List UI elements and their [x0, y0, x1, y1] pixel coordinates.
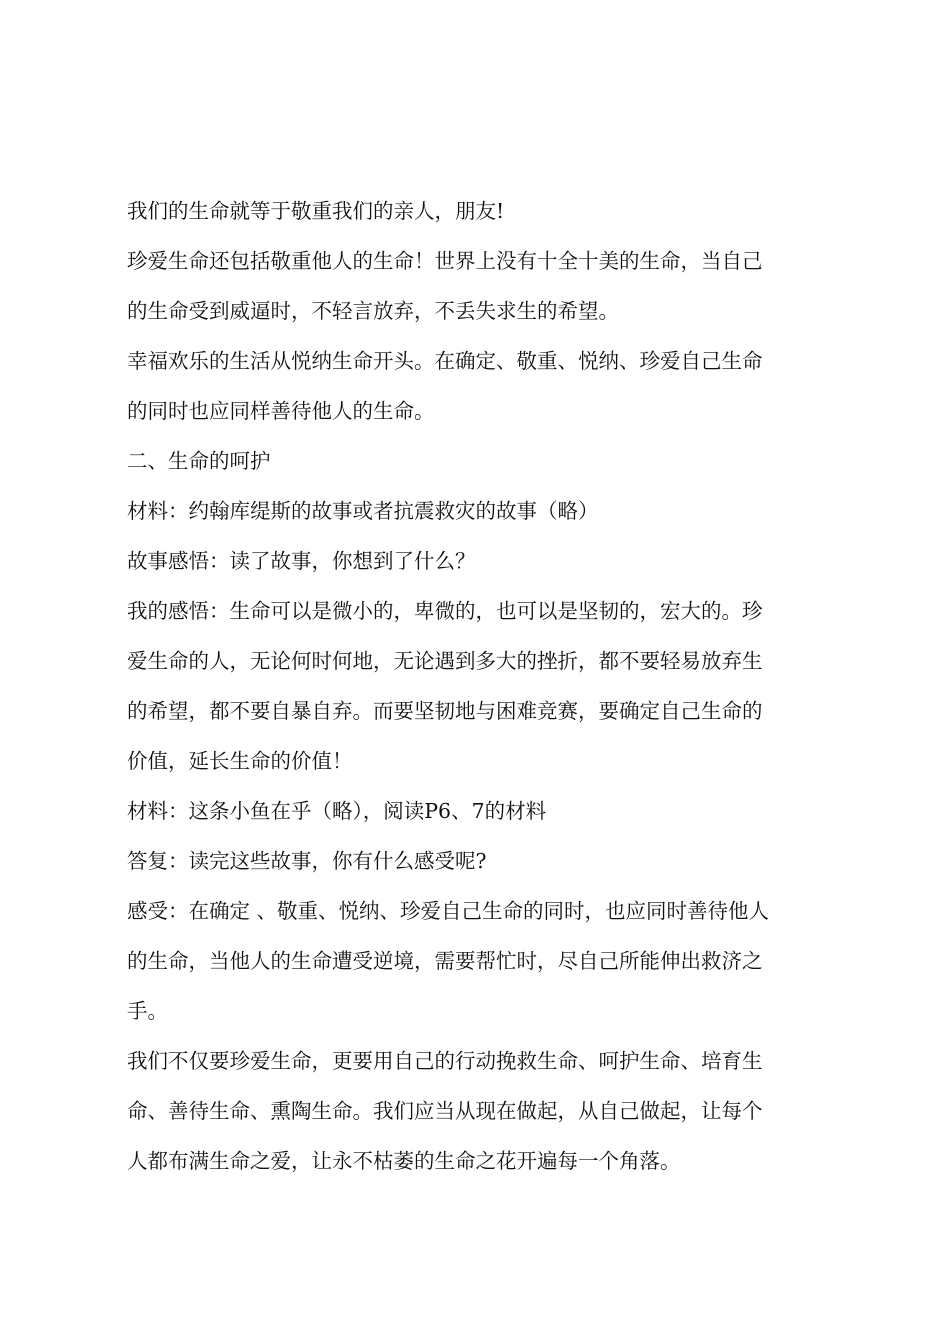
text-line: 人都布满生命之爱，让永不枯萎的生命之花开遍每一个角落。: [127, 1149, 681, 1173]
text-line: 爱生命的人，无论何时何地，无论遇到多大的挫折，都不要轻易放弃生: [127, 649, 763, 673]
text-line: 的同时也应同样善待他人的生命。: [127, 399, 435, 423]
text-line: 价值，延长生命的价值！: [127, 749, 353, 773]
text-line: 的生命，当他人的生命遭受逆境，需要帮忙时，尽自己所能伸出救济之: [127, 949, 763, 973]
text-line: 命、善待生命、熏陶生命。我们应当从现在做起，从自己做起，让每个: [127, 1099, 763, 1123]
text-line: 感受：在确定 、敬重、悦纳、珍爱自己生命的同时，也应同时善待他人: [127, 899, 770, 923]
section-heading: 二、生命的呵护: [127, 449, 271, 473]
text-line: 我们的生命就等于敬重我们的亲人，朋友!: [127, 199, 505, 223]
text-line: 我们不仅要珍爱生命，更要用自己的行动挽救生命、呵护生命、培育生: [127, 1049, 763, 1073]
text-line: 手。: [127, 999, 168, 1023]
text-line: 的生命受到威逼时，不轻言放弃，不丢失求生的希望。: [127, 299, 619, 323]
text-line: 幸福欢乐的生活从悦纳生命开头。在确定、敬重、悦纳、珍爱自己生命: [127, 349, 763, 373]
document-body: [127, 186, 837, 1186]
text-line: 材料：约翰库缇斯的故事或者抗震救灾的故事（略）: [127, 499, 599, 523]
text-line: 材料：这条小鱼在乎（略），阅读P6、7的材料: [127, 799, 547, 823]
text-line: 故事感悟：读了故事，你想到了什么？: [127, 549, 476, 573]
text-line: 答复：读完这些故事，你有什么感受呢?: [127, 849, 487, 873]
text-line: 我的感悟：生命可以是微小的，卑微的，也可以是坚韧的，宏大的。珍: [127, 599, 763, 623]
text-line: 珍爱生命还包括敬重他人的生命！世界上没有十全十美的生命，当自己: [127, 249, 763, 273]
text-line: 的希望，都不要自暴自弃。而要坚韧地与困难竞赛，要确定自己生命的: [127, 699, 763, 723]
